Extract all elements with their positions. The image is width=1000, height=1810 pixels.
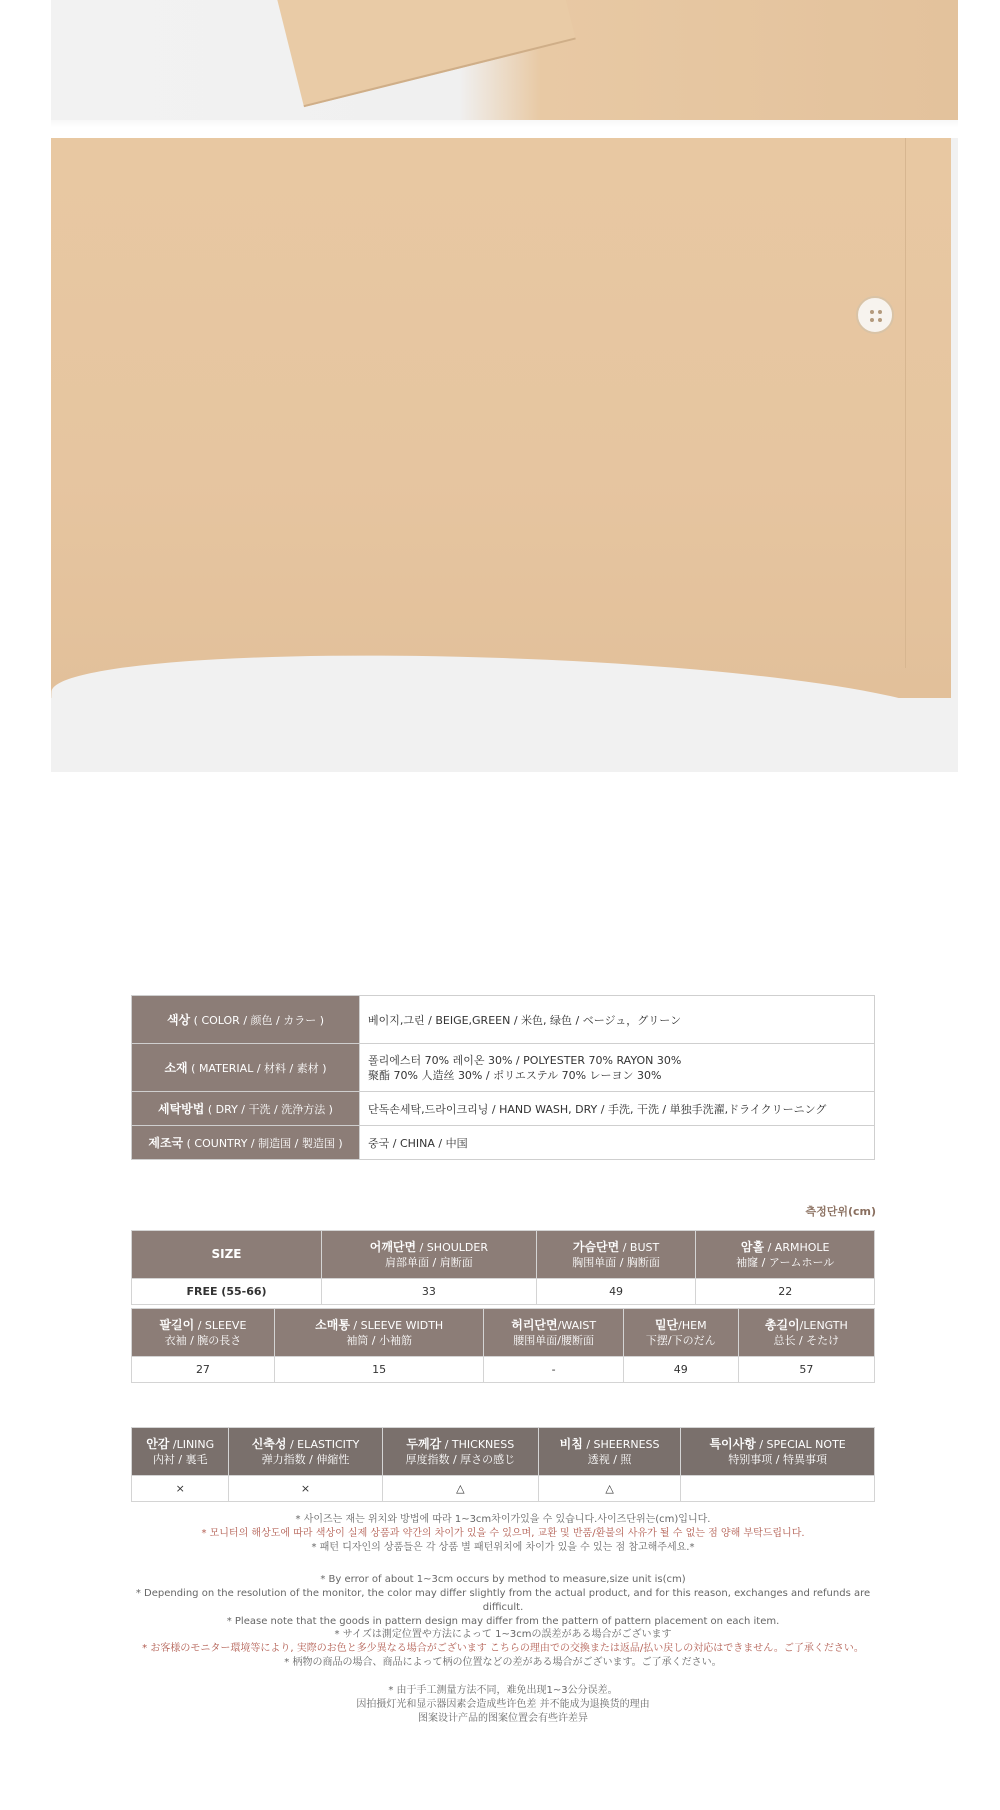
product-photo-detail	[51, 138, 958, 772]
armhole-header: 암홀 / ARMHOLE 袖窿 / アームホール	[696, 1231, 875, 1279]
sheerness-header: 비침 / SHEERNESS 透视 / 照	[538, 1428, 680, 1476]
sleeve-width-value: 15	[274, 1357, 484, 1383]
elasticity-value: ×	[229, 1476, 382, 1502]
sheerness-value: △	[538, 1476, 680, 1502]
spec-row-color: 색상 ( COLOR / 颜色 / カラー ) 베이지,그린 / BEIGE,GREEN / 米色, 绿色 / ベージュ，グリーン	[132, 996, 875, 1044]
garment-button	[856, 296, 894, 334]
notes-korean: * 사이즈는 재는 위치와 방법에 따라 1~3cm차이가있을 수 있습니다.사이즈단위는(cm)입니다. * 모니터의 해상도에 따라 색상이 실제 상품과 약간의 차이가 있을 수 있으며, 교환 및 반품/환불의 사유가 될 수 없는 점 양해 부탁드립니다. * 패턴 디자인의 상품들은 각 상품 별 패턴위치에 차이가 있을 수 있는 점 참고해주세요.*	[201, 1514, 805, 1553]
waist-value: -	[484, 1357, 623, 1383]
feature-table	[131, 1427, 875, 1502]
hem-value: 49	[623, 1357, 738, 1383]
special-note-header: 특이사항 / SPECIAL NOTE 特别事项 / 特異事項	[681, 1428, 875, 1476]
size-header: SIZE	[132, 1231, 322, 1279]
measurement-unit-label: 측정단위(cm)	[805, 1205, 876, 1218]
notes-chinese: * 由于手工测量方法不同，难免出现1~3公分误差。 因拍摄灯光和显示器因素会造成些许色差 并不能成为退换货的理由 图案设计产品的图案位置会有些许差异	[356, 1685, 650, 1724]
waist-header: 허리단면/WAIST 腰围单面/腰断面	[484, 1309, 623, 1357]
armhole-value: 22	[696, 1279, 875, 1305]
spec-row-country: 제조국 ( COUNTRY / 制造国 / 製造国 ) 중국 / CHINA / 中国	[132, 1126, 875, 1160]
garment-body	[51, 138, 951, 698]
garment-hem	[51, 642, 953, 772]
product-photo-top	[51, 0, 958, 128]
garment-sleeve	[276, 0, 576, 107]
spec-row-material: 소재 ( MATERIAL / 材料 / 素材 ) 폴리에스터 70% 레이온 30% / POLYESTER 70% RAYON 30% 聚酯 70% 人造丝 30% / ポリエステル 70% レーヨン 30%	[132, 1044, 875, 1092]
size-table-1	[131, 1230, 875, 1305]
bust-header: 가슴단면 / BUST 胸围单面 / 胸断面	[536, 1231, 696, 1279]
hem-header: 밑단/HEM 下摆/下のだん	[623, 1309, 738, 1357]
thickness-header: 두께감 / THICKNESS 厚度指数 / 厚さの感じ	[382, 1428, 538, 1476]
spec-row-washing: 세탁방법 ( DRY / 干洗 / 洗浄方法 ) 단독손세탁,드라이크리닝 / HAND WASH, DRY / 手洗, 干洗 / 単独手洗濯,ドライクリーニング	[132, 1092, 875, 1126]
lining-value: ×	[132, 1476, 229, 1502]
shoulder-header: 어깨단면 / SHOULDER 肩部单面 / 肩断面	[322, 1231, 537, 1279]
notes-english: * By error of about 1~3cm occurs by method to measure,size unit is(cm) * Depending on the resolution of the monitor, the color may differ slightly from the actual product, and for this reason, exchanges and refunds are difficult. * Please note that the goods in pattern design may differ from the pattern of pattern placement on each item.	[135, 1574, 871, 1627]
length-header: 총길이/LENGTH 总长 / そたけ	[738, 1309, 874, 1357]
sleeve-value: 27	[132, 1357, 275, 1383]
size-table-2	[131, 1308, 875, 1383]
special-note-value	[681, 1476, 875, 1502]
size-value: FREE (55-66)	[132, 1279, 322, 1305]
sleeve-width-header: 소매통 / SLEEVE WIDTH 袖筒 / 小袖筋	[274, 1309, 484, 1357]
notes-japanese: * サイズは測定位置や方法によって 1~3cmの誤差がある場合がございます * お客様のモニター環境等により, 実際のお色と多少異なる場合がございます こちらの理由での交換または返品/払い戻しの対応はできません。ご了承ください。 * 柄物の商品の場合、商品によって柄の位置などの差がある場合がございます。ご了承ください。	[142, 1629, 864, 1668]
shoulder-value: 33	[322, 1279, 537, 1305]
lining-header: 안감 /LINING 内衬 / 裏毛	[132, 1428, 229, 1476]
sleeve-header: 팔길이 / SLEEVE 衣袖 / 腕の長さ	[132, 1309, 275, 1357]
elasticity-header: 신축성 / ELASTICITY 弹力指数 / 伸縮性	[229, 1428, 382, 1476]
garment-placket	[905, 138, 945, 668]
bust-value: 49	[536, 1279, 696, 1305]
thickness-value: △	[382, 1476, 538, 1502]
product-spec-table	[131, 995, 875, 1160]
length-value: 57	[738, 1357, 874, 1383]
